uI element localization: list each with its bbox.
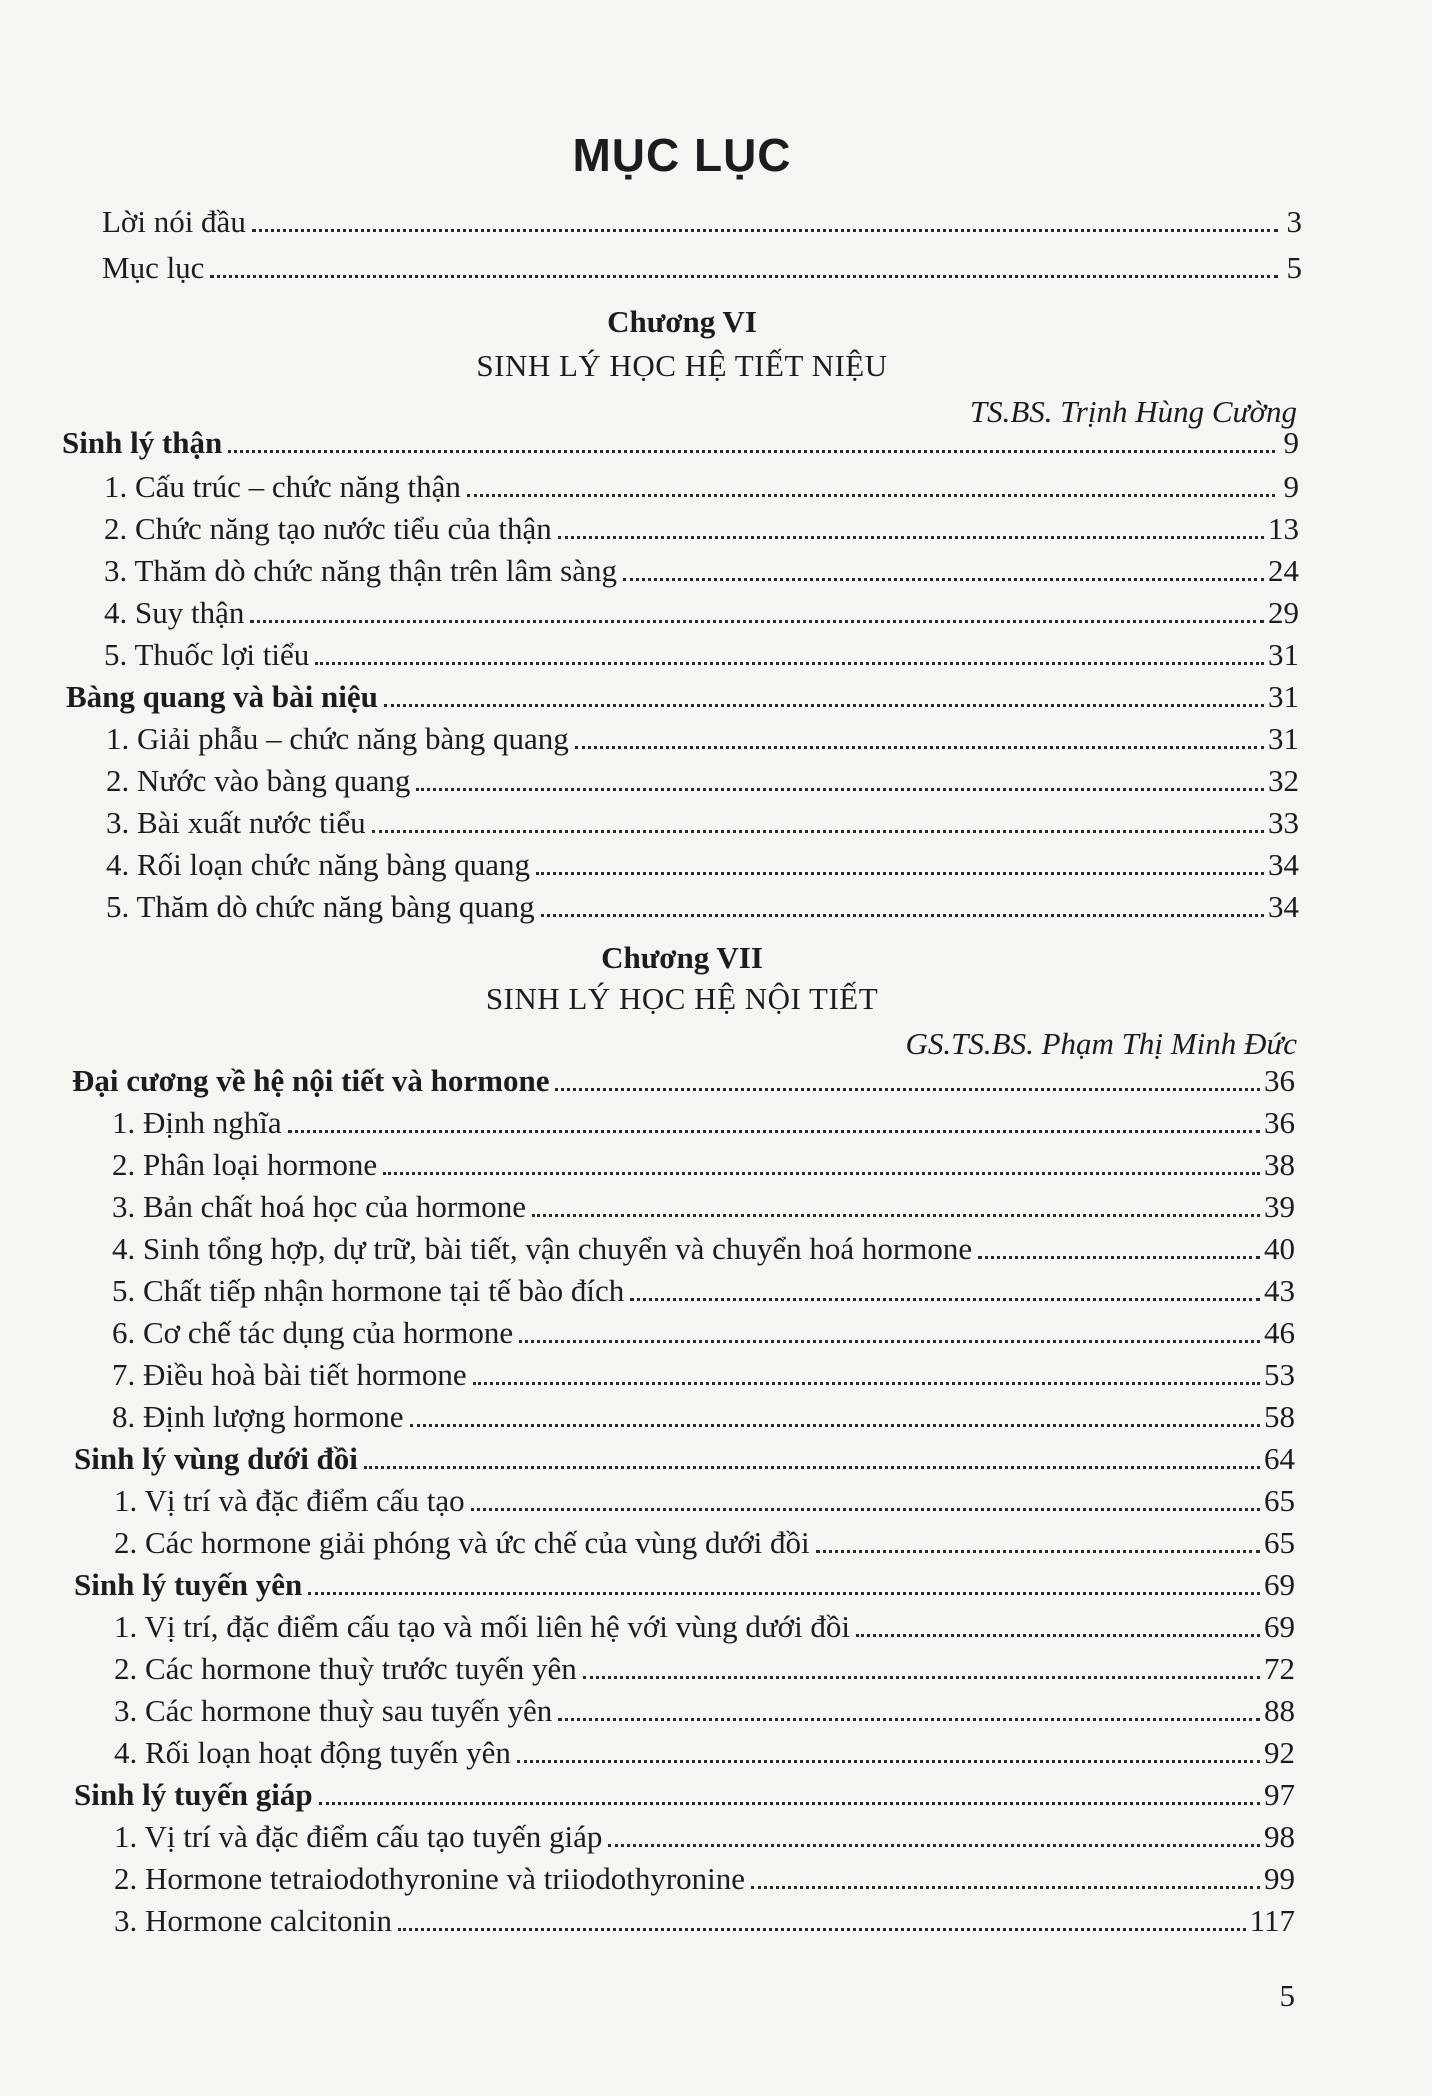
chapter-author: TS.BS. Trịnh Hùng Cường bbox=[969, 394, 1297, 429]
entry-page: 98 bbox=[1264, 1819, 1295, 1854]
entry-label: 1. Vị trí và đặc điểm cấu tạo tuyến giáp bbox=[114, 1819, 603, 1854]
section-label: Sinh lý tuyến giáp bbox=[74, 1777, 313, 1812]
toc-entry bbox=[104, 593, 1299, 633]
entry-label: 3. Hormone calcitonin bbox=[114, 1903, 393, 1938]
entry-page: 97 bbox=[1264, 1777, 1295, 1812]
entry-page: 43 bbox=[1264, 1273, 1295, 1308]
entry-label: 4. Sinh tổng hợp, dự trữ, bài tiết, vận chuyển và chuyển hoá hormone bbox=[112, 1231, 973, 1266]
leader-dots bbox=[384, 703, 1264, 707]
entry-page: 31 bbox=[1268, 679, 1299, 714]
toc-entry bbox=[106, 803, 1299, 843]
toc-entry bbox=[104, 551, 1299, 591]
entry-label: 1. Vị trí và đặc điểm cấu tạo bbox=[114, 1483, 465, 1518]
leader-dots bbox=[536, 871, 1264, 875]
toc-section bbox=[62, 423, 1299, 463]
page-title: MỤC LỤC bbox=[572, 129, 792, 181]
entry-page: 3 bbox=[1286, 204, 1302, 239]
entry-label: 1. Vị trí, đặc điểm cấu tạo và mối liên hệ với vùng dưới đồi bbox=[114, 1609, 851, 1644]
toc-entry bbox=[112, 1229, 1295, 1269]
leader-dots bbox=[608, 1843, 1260, 1847]
leader-dots bbox=[517, 1759, 1260, 1763]
entry-label: 2. Các hormone thuỳ trước tuyến yên bbox=[114, 1651, 577, 1686]
entry-page: 5 bbox=[1286, 250, 1302, 285]
toc-entry bbox=[112, 1355, 1295, 1395]
entry-label: 4. Rối loạn hoạt động tuyến yên bbox=[114, 1735, 511, 1770]
leader-dots bbox=[372, 829, 1264, 833]
toc-section bbox=[74, 1565, 1295, 1605]
leader-dots bbox=[288, 1129, 1260, 1133]
toc-entry bbox=[114, 1691, 1295, 1731]
entry-label: 1. Định nghĩa bbox=[112, 1105, 282, 1140]
leader-dots bbox=[575, 745, 1264, 749]
leader-dots bbox=[210, 274, 1278, 278]
entry-page: 69 bbox=[1264, 1609, 1295, 1644]
chapter-heading: Chương VII bbox=[601, 940, 763, 975]
leader-dots bbox=[816, 1549, 1260, 1553]
entry-label: 3. Bài xuất nước tiểu bbox=[106, 805, 366, 840]
entry-label: 6. Cơ chế tác dụng của hormone bbox=[112, 1315, 514, 1350]
entry-page: 53 bbox=[1264, 1357, 1295, 1392]
leader-dots bbox=[364, 1465, 1260, 1469]
section-label: Đại cương về hệ nội tiết và hormone bbox=[72, 1063, 550, 1098]
chapter-heading: Chương VI bbox=[607, 304, 757, 339]
toc-entry bbox=[114, 1859, 1295, 1899]
toc-entry bbox=[104, 635, 1299, 675]
entry-page: 40 bbox=[1264, 1231, 1295, 1266]
toc-entry bbox=[104, 509, 1299, 549]
chapter-title: SINH LÝ HỌC HỆ NỘI TIẾT bbox=[485, 981, 879, 1016]
leader-dots bbox=[630, 1297, 1260, 1301]
entry-page: 39 bbox=[1264, 1189, 1295, 1224]
toc-entry bbox=[106, 761, 1299, 801]
section-label: Sinh lý thận bbox=[62, 425, 223, 460]
entry-page: 65 bbox=[1264, 1525, 1295, 1560]
entry-label: 7. Điều hoà bài tiết hormone bbox=[112, 1357, 467, 1392]
entry-label: 5. Thăm dò chức năng bàng quang bbox=[106, 889, 535, 924]
toc-entry bbox=[112, 1187, 1295, 1227]
toc-section bbox=[66, 677, 1299, 717]
toc-section bbox=[74, 1439, 1295, 1479]
toc-entry bbox=[102, 248, 1302, 288]
section-label: Bàng quang và bài niệu bbox=[66, 679, 378, 714]
entry-label: Lời nói đầu bbox=[102, 204, 246, 239]
leader-dots bbox=[558, 1717, 1260, 1721]
entry-page: 33 bbox=[1268, 805, 1299, 840]
leader-dots bbox=[398, 1927, 1246, 1931]
entry-page: 65 bbox=[1264, 1483, 1295, 1518]
entry-page: 72 bbox=[1264, 1651, 1295, 1686]
toc-entry bbox=[112, 1397, 1295, 1437]
leader-dots bbox=[383, 1171, 1260, 1175]
leader-dots bbox=[319, 1801, 1260, 1805]
leader-dots bbox=[308, 1591, 1260, 1595]
toc-entry bbox=[114, 1523, 1295, 1563]
entry-page: 117 bbox=[1249, 1903, 1295, 1938]
leader-dots bbox=[467, 493, 1275, 497]
entry-label: 4. Rối loạn chức năng bàng quang bbox=[106, 847, 531, 882]
toc-entry bbox=[112, 1313, 1295, 1353]
entry-page: 38 bbox=[1264, 1147, 1295, 1182]
leader-dots bbox=[471, 1507, 1260, 1511]
toc-section bbox=[72, 1061, 1295, 1101]
entry-page: 31 bbox=[1268, 637, 1299, 672]
leader-dots bbox=[623, 577, 1264, 581]
entry-page: 29 bbox=[1268, 595, 1299, 630]
leader-dots bbox=[558, 535, 1264, 539]
section-label: Sinh lý vùng dưới đồi bbox=[74, 1441, 358, 1476]
chapter-author: GS.TS.BS. Phạm Thị Minh Đức bbox=[905, 1026, 1297, 1061]
toc-section bbox=[74, 1775, 1295, 1815]
entry-page: 99 bbox=[1264, 1861, 1295, 1896]
leader-dots bbox=[252, 228, 1278, 232]
entry-label: 4. Suy thận bbox=[104, 595, 245, 630]
entry-page: 36 bbox=[1264, 1063, 1295, 1098]
toc-entry bbox=[104, 467, 1299, 507]
entry-page: 64 bbox=[1264, 1441, 1295, 1476]
entry-page: 24 bbox=[1268, 553, 1299, 588]
entry-page: 13 bbox=[1268, 511, 1299, 546]
entry-label: 1. Cấu trúc – chức năng thận bbox=[104, 469, 461, 504]
entry-label: 5. Thuốc lợi tiểu bbox=[104, 637, 310, 672]
entry-page: 92 bbox=[1264, 1735, 1295, 1770]
toc-entry bbox=[114, 1901, 1295, 1941]
toc-entry bbox=[102, 202, 1302, 242]
toc-entry bbox=[114, 1481, 1295, 1521]
toc-entry bbox=[112, 1271, 1295, 1311]
leader-dots bbox=[250, 619, 1264, 623]
toc-entry bbox=[114, 1733, 1295, 1773]
entry-label: 2. Nước vào bàng quang bbox=[106, 763, 411, 798]
toc-entry bbox=[106, 887, 1299, 927]
entry-page: 88 bbox=[1264, 1693, 1295, 1728]
entry-page: 34 bbox=[1268, 847, 1299, 882]
entry-page: 34 bbox=[1268, 889, 1299, 924]
leader-dots bbox=[473, 1381, 1260, 1385]
toc-entry bbox=[106, 719, 1299, 759]
entry-label: 2. Các hormone giải phóng và ức chế của vùng dưới đồi bbox=[114, 1525, 810, 1560]
entry-page: 36 bbox=[1264, 1105, 1295, 1140]
entry-page: 32 bbox=[1268, 763, 1299, 798]
toc-entry bbox=[106, 845, 1299, 885]
entry-page: 69 bbox=[1264, 1567, 1295, 1602]
leader-dots bbox=[315, 661, 1264, 665]
toc-entry bbox=[112, 1145, 1295, 1185]
leader-dots bbox=[416, 787, 1264, 791]
leader-dots bbox=[541, 913, 1264, 917]
leader-dots bbox=[751, 1885, 1260, 1889]
toc-entry bbox=[114, 1817, 1295, 1857]
leader-dots bbox=[583, 1675, 1260, 1679]
entry-label: 5. Chất tiếp nhận hormone tại tế bào đích bbox=[112, 1273, 625, 1308]
entry-label: 8. Định lượng hormone bbox=[112, 1399, 404, 1434]
entry-label: 3. Bản chất hoá học của hormone bbox=[112, 1189, 527, 1224]
toc-entry bbox=[112, 1103, 1295, 1143]
entry-label: 3. Thăm dò chức năng thận trên lâm sàng bbox=[104, 553, 617, 588]
entry-page: 31 bbox=[1268, 721, 1299, 756]
entry-label: 2. Chức năng tạo nước tiểu của thận bbox=[104, 511, 552, 546]
entry-page: 9 bbox=[1283, 469, 1299, 504]
entry-label: 2. Hormone tetraiodothyronine và triiodothyronine bbox=[114, 1861, 746, 1896]
leader-dots bbox=[519, 1339, 1260, 1343]
chapter-title: SINH LÝ HỌC HỆ TIẾT NIỆU bbox=[476, 348, 888, 383]
entry-page: 46 bbox=[1264, 1315, 1295, 1350]
section-label: Sinh lý tuyến yên bbox=[74, 1567, 303, 1602]
page-number: 5 bbox=[1279, 1978, 1295, 2013]
entry-page: 58 bbox=[1264, 1399, 1295, 1434]
leader-dots bbox=[410, 1423, 1260, 1427]
entry-page: 9 bbox=[1283, 425, 1299, 460]
leader-dots bbox=[532, 1213, 1260, 1217]
entry-label: 3. Các hormone thuỳ sau tuyến yên bbox=[114, 1693, 553, 1728]
toc-entry bbox=[114, 1607, 1295, 1647]
entry-label: Mục lục bbox=[102, 250, 205, 285]
leader-dots bbox=[856, 1633, 1260, 1637]
toc-entry bbox=[114, 1649, 1295, 1689]
leader-dots bbox=[555, 1087, 1260, 1091]
leader-dots bbox=[228, 449, 1275, 453]
entry-label: 2. Phân loại hormone bbox=[112, 1147, 378, 1182]
entry-label: 1. Giải phẫu – chức năng bàng quang bbox=[106, 721, 569, 756]
leader-dots bbox=[978, 1255, 1260, 1259]
